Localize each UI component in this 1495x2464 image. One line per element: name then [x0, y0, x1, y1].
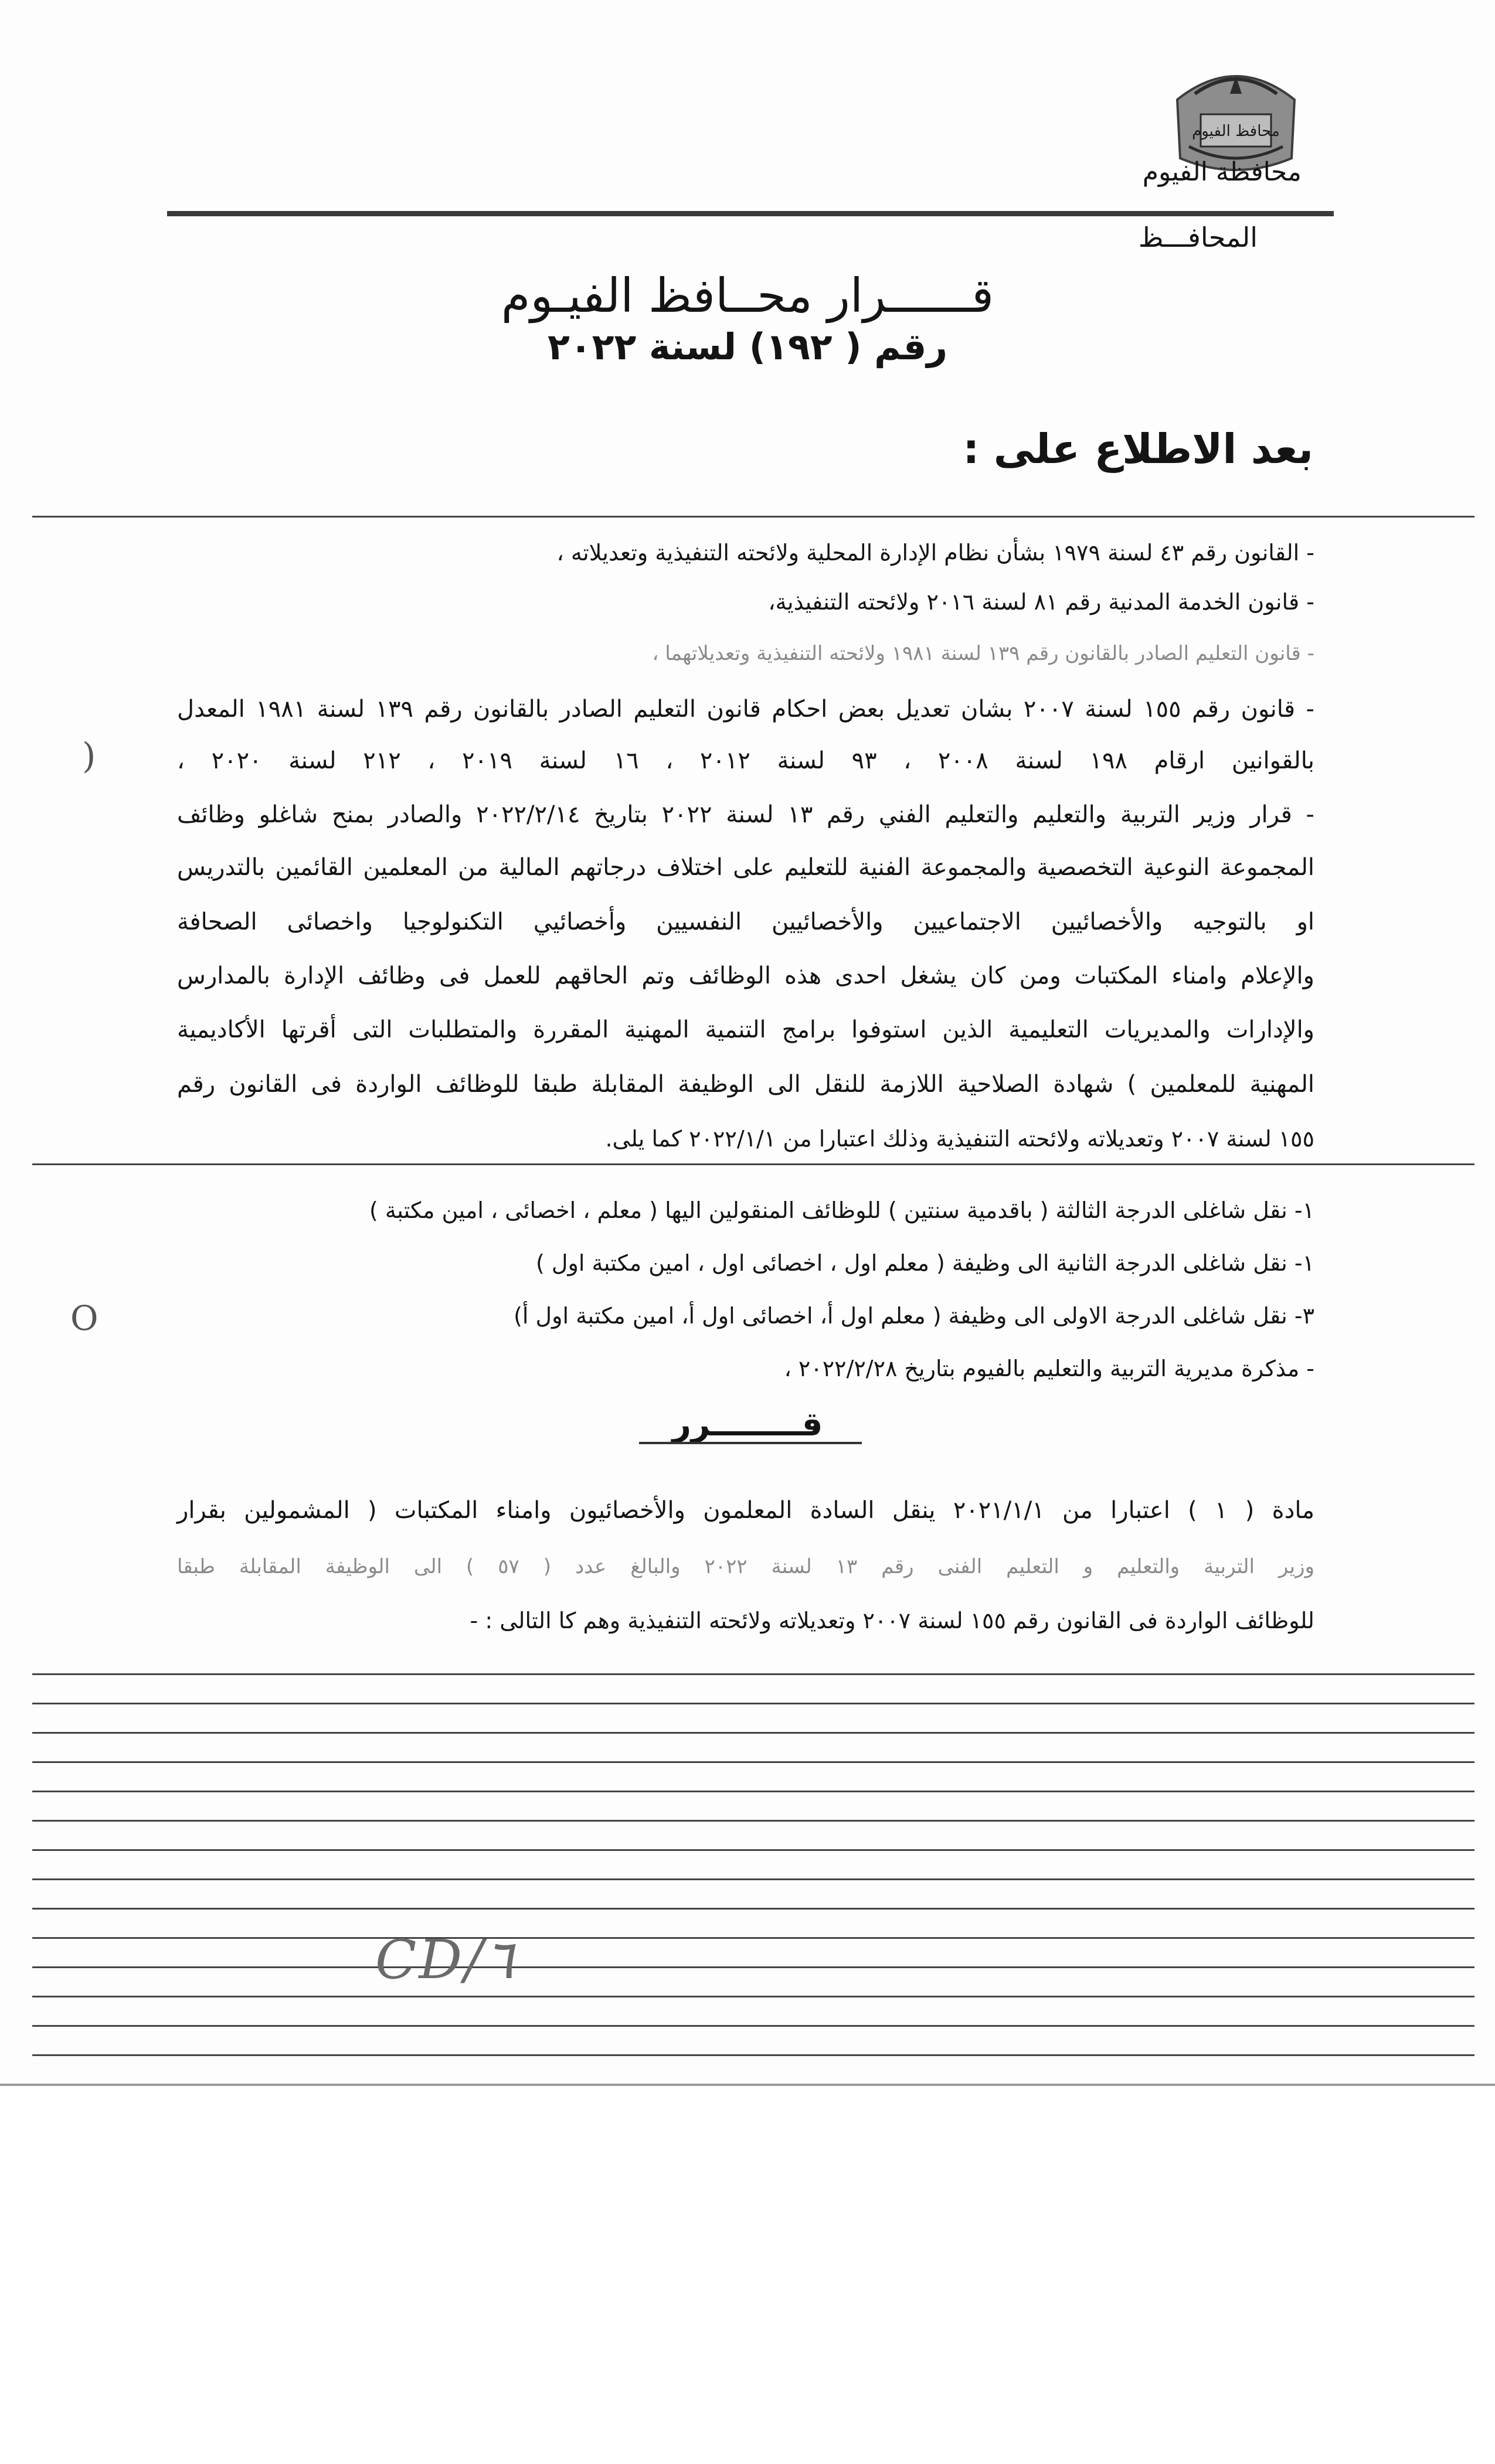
- preamble-line: والإعلام وامناء المكتبات ومن كان يشغل احدى هذه الوظائف وتم الحاقهم للعمل فى وظائف الإدارة بالمدارس: [177, 962, 1314, 989]
- article-line: وزير التربية والتعليم و التعليم الفنى رقم ١٣ لسنة ٢٠٢٢ والبالغ عدد ( ٥٧ ) الى الوظيفة المقابلة طبقا: [177, 1555, 1314, 1578]
- form-rule: [32, 1163, 1474, 1165]
- article-line: للوظائف الواردة فى القانون رقم ١٥٥ لسنة ٢٠٠٧ وتعديلاته ولائحته التنفيذية وهم كا التالى : -: [470, 1608, 1314, 1633]
- preamble-line: المجموعة النوعية التخصصية والمجموعة الفنية للتعليم على اختلاف درجاتهم المالية من المعلمين القائمين بالتدريس: [177, 854, 1314, 881]
- decision-heading: قــــــــرر: [672, 1405, 823, 1444]
- preamble-line: ١- نقل شاغلى الدرجة الثالثة ( باقدمية سنتين ) للوظائف المنقولين اليها ( معلم ، اخصائى ، امين مكتبة ): [369, 1197, 1314, 1223]
- preamble-line: بالقوانين ارقام ١٩٨ لسنة ٢٠٠٨ ، ٩٣ لسنة ٢٠١٢ ، ١٦ لسنة ٢٠١٩ ، ٢١٢ لسنة ٢٠٢٠ ،: [177, 747, 1315, 774]
- preamble-line: - القانون رقم ٤٣ لسنة ١٩٧٩ بشأن نظام الإدارة المحلية ولائحته التنفيذية وتعديلاته ،: [556, 540, 1314, 566]
- preamble-line: ١٥٥ لسنة ٢٠٠٧ وتعديلاته ولائحته التنفيذية وذلك اعتبارا من ٢٠٢٢/١/١ كما يلى.: [605, 1126, 1314, 1152]
- header-divider: [167, 211, 1334, 216]
- form-rule: [32, 1878, 1474, 1880]
- form-rule: [32, 2025, 1474, 2027]
- form-rule: [32, 1849, 1474, 1851]
- form-rule: [32, 516, 1474, 518]
- preamble-line: المهنية للمعلمين ) شهادة الصلاحية اللازمة للنقل الى الوظيفة المقابلة طبقا للوظائف الواردة فى القانون رقم: [177, 1071, 1314, 1098]
- form-rule: [32, 2054, 1474, 2056]
- preamble-line: او بالتوجيه والأخصائيين الاجتماعيين والأخصائيين النفسيين وأخصائيي التكنولوجيا واخصائى الصحافة: [177, 908, 1314, 935]
- preamble-line: - قانون رقم ١٥٥ لسنة ٢٠٠٧ بشان تعديل بعض احكام قانون التعليم الصادر بالقانون رقم ١٣٩ لسنة ١٩٨١ المعدل: [177, 696, 1314, 723]
- form-rule: [32, 1673, 1474, 1675]
- seal-text: محافظ الفيوم: [1192, 122, 1280, 140]
- form-rule: [32, 1820, 1474, 1822]
- decision-number: رقم ( ١٩٢) لسنة ٢٠٢٢: [547, 325, 948, 368]
- preamble-line: - مذكرة مديرية التربية والتعليم بالفيوم بتاريخ ٢٠٢٢/٢/٢٨ ،: [784, 1356, 1314, 1381]
- form-rule: [32, 1761, 1474, 1763]
- decision-heading-underline: [639, 1442, 862, 1444]
- article-line: مادة ( ١ ) اعتبارا من ٢٠٢١/١/١ ينقل السادة المعلمون والأخصائيون وامناء المكتبات ( المشمولين بقرار: [177, 1497, 1315, 1524]
- preamble-line: ١- نقل شاغلى الدرجة الثانية الى وظيفة ( معلم اول ، اخصائى اول ، امين مكتبة اول ): [535, 1250, 1314, 1276]
- governorate-label: محافظة الفيوم: [1142, 157, 1302, 187]
- decision-title: قــــــرار محــافظ الفيـوم: [501, 268, 994, 323]
- preamble-heading: بعد الاطلاع على :: [963, 425, 1313, 473]
- preamble-line: ٣- نقل شاغلى الدرجة الاولى الى وظيفة ( معلم اول أ، اخصائى اول أ، امين مكتبة اول أ): [514, 1303, 1314, 1329]
- margin-mark: ): [82, 736, 96, 777]
- form-rule: [32, 1996, 1474, 1997]
- form-rule: [32, 1732, 1474, 1734]
- preamble-line: والإدارات والمديريات التعليمية الذين استوفوا برامج التنمية المهنية المقررة والمتطلبات التى أقرتها الأكاديمية: [177, 1016, 1314, 1043]
- handwritten-note: CD/٦: [375, 1928, 514, 1991]
- scan-bottom-margin: [0, 2084, 1495, 2464]
- form-rule: [32, 1937, 1474, 1939]
- office-label: المحافـــظ: [1138, 222, 1258, 253]
- preamble-line: - قانون التعليم الصادر بالقانون رقم ١٣٩ لسنة ١٩٨١ ولائحته التنفيذية وتعديلاتهما ،: [652, 642, 1314, 665]
- form-rule: [32, 1703, 1474, 1704]
- form-rule: [32, 1966, 1474, 1968]
- margin-mark: O: [70, 1298, 98, 1338]
- preamble-line: - قرار وزير التربية والتعليم والتعليم الفني رقم ١٣ لسنة ٢٠٢٢ بتاريخ ٢٠٢٢/٢/١٤ والصادر بمنح شاغلو وظائف: [177, 801, 1314, 828]
- preamble-line: - قانون الخدمة المدنية رقم ٨١ لسنة ٢٠١٦ ولائحته التنفيذية،: [768, 589, 1314, 615]
- form-rule: [32, 1791, 1474, 1792]
- form-rule: [32, 1908, 1474, 1910]
